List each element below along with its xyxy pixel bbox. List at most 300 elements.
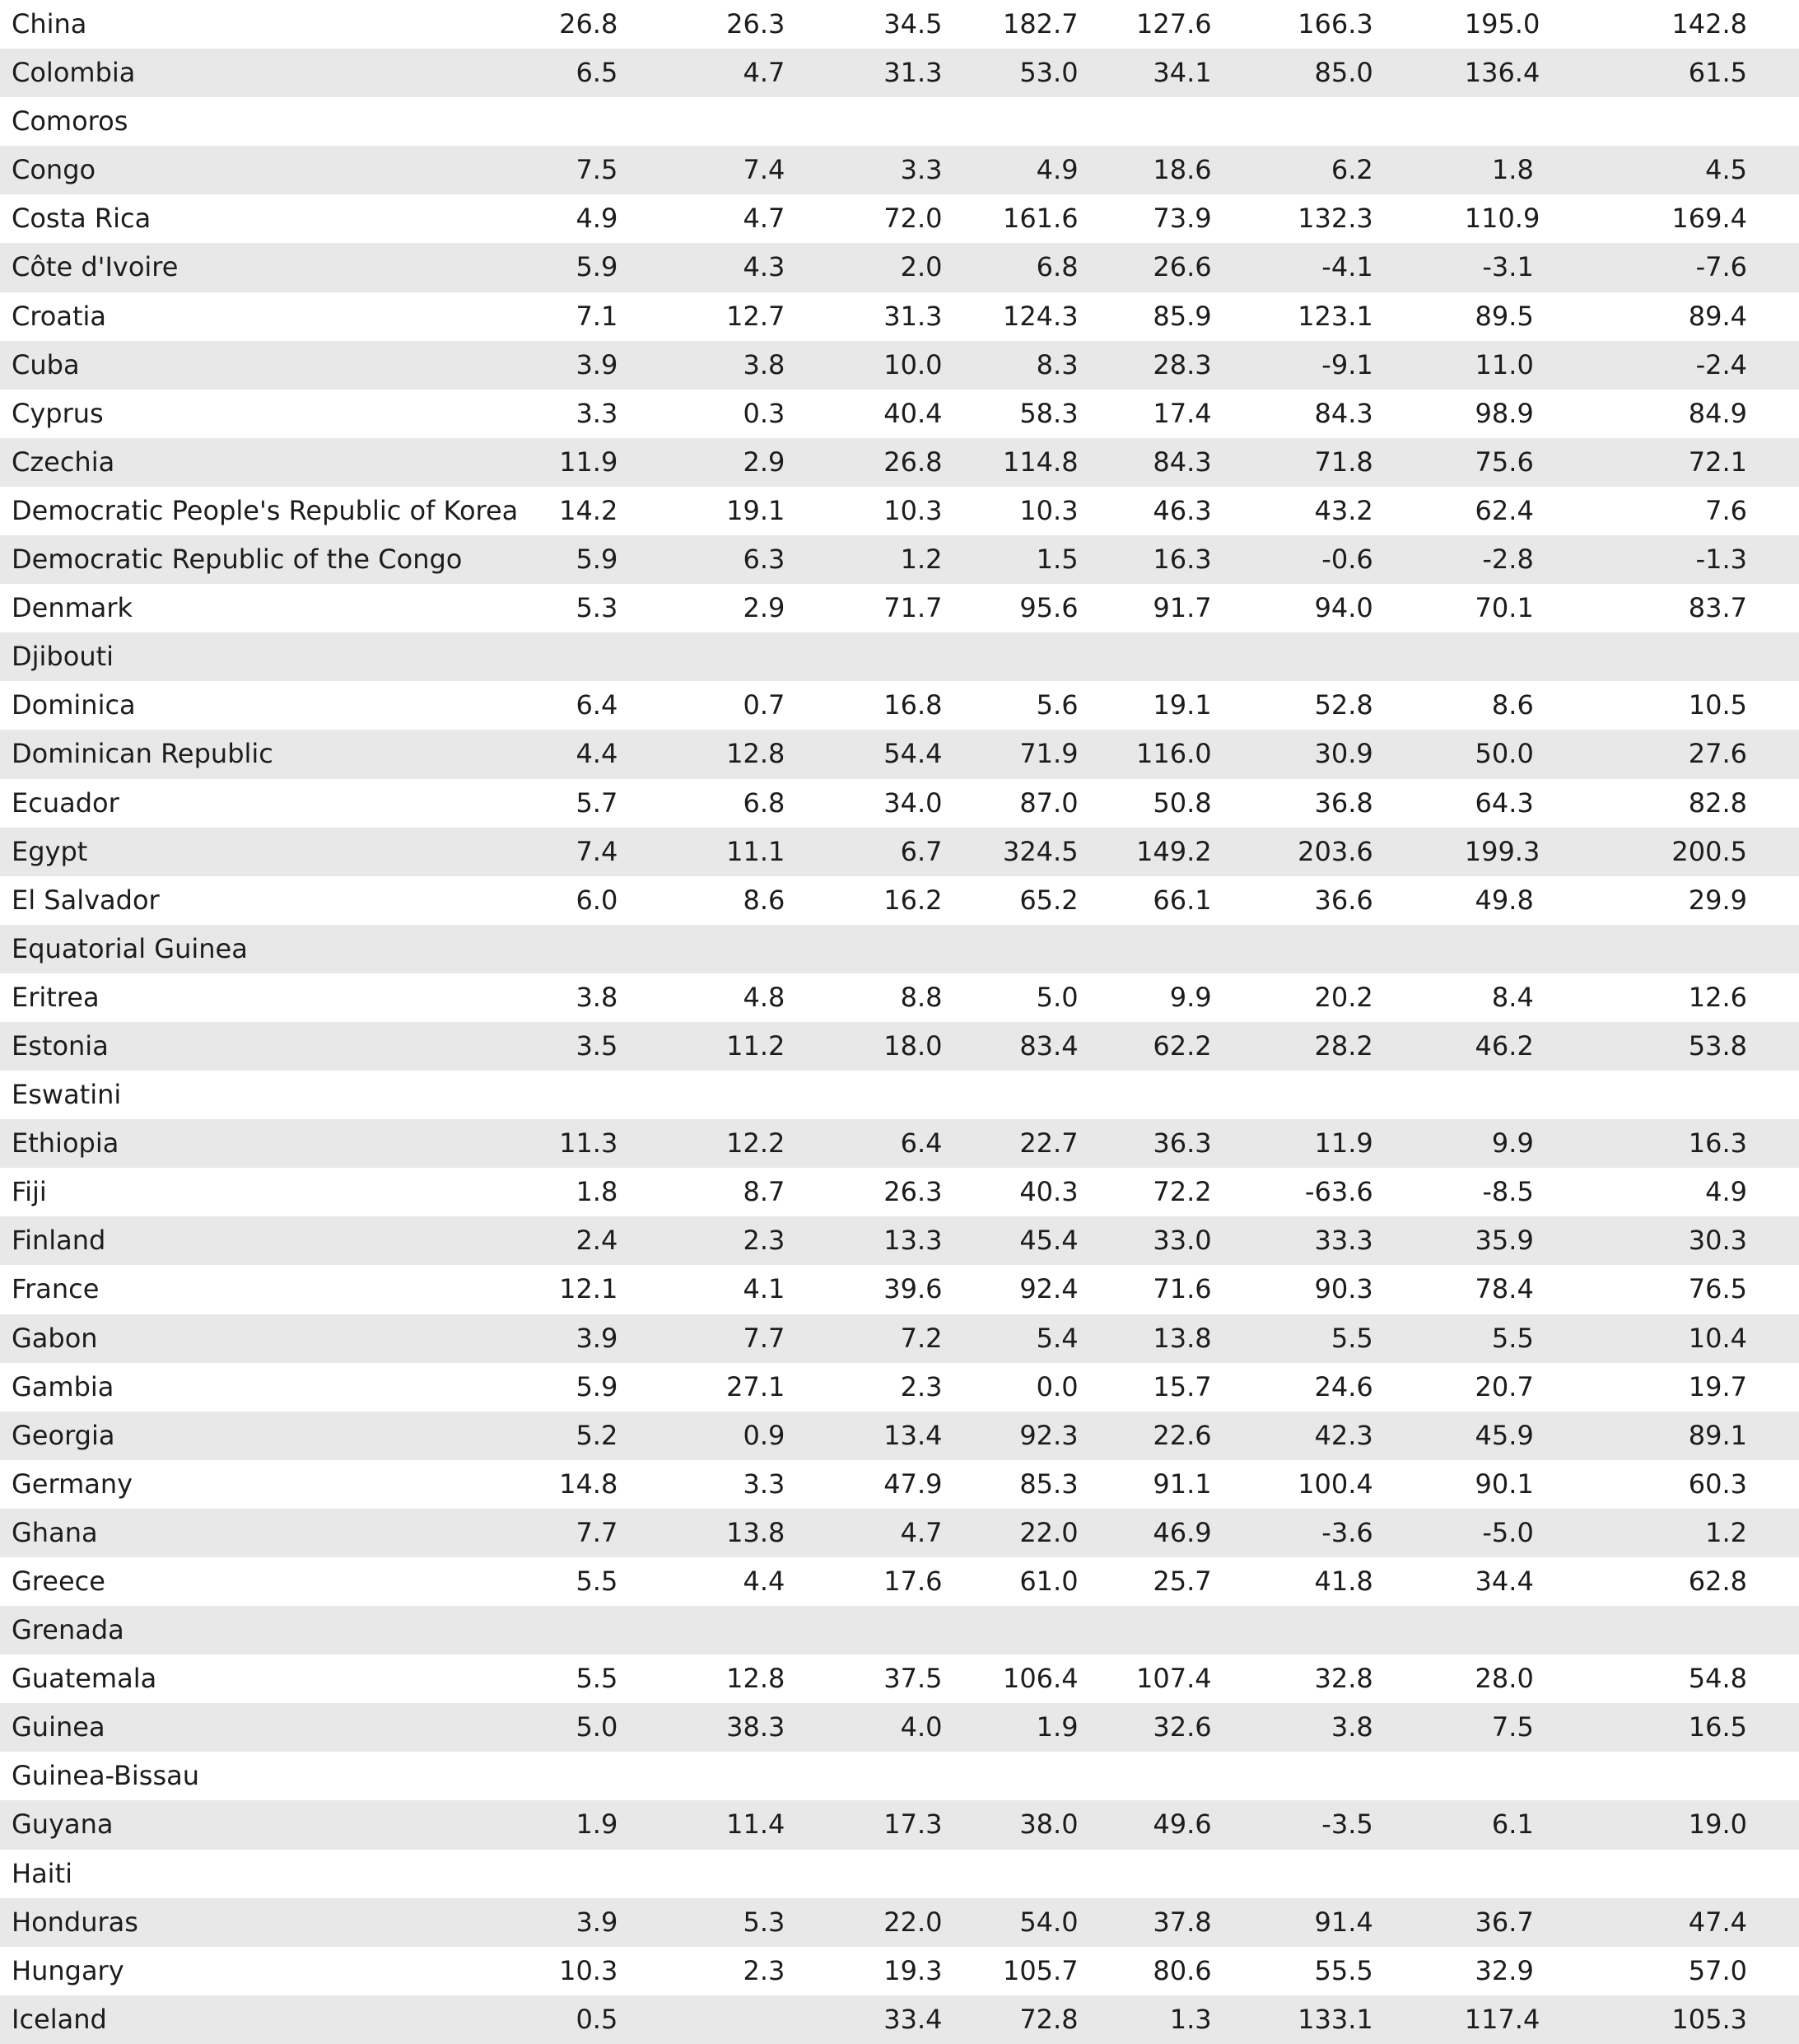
value-cell-col-4: 6.8 — [1036, 251, 1079, 283]
value-cell-col-4 — [962, 1752, 1130, 1800]
table-row — [0, 194, 1799, 243]
value-cell-col-1 — [461, 97, 628, 146]
value-cell-col-4: 95.6 — [1019, 592, 1079, 624]
value-cell-col-7: -2.8 — [1482, 544, 1534, 576]
value-cell-col-3: 6.4 — [900, 1127, 943, 1160]
value-cell-col-4: 65.2 — [1019, 884, 1079, 916]
country-name-cell: Grenada — [12, 1614, 124, 1646]
value-cell-col-6: -3.6 — [1321, 1516, 1373, 1548]
value-cell-col-3: 54.4 — [883, 738, 943, 770]
value-cell-col-5: 127.6 — [1136, 8, 1212, 40]
value-cell-col-6: 203.6 — [1298, 835, 1373, 867]
value-cell-col-3: 17.3 — [883, 1808, 943, 1841]
value-cell-col-6: -4.1 — [1321, 251, 1373, 283]
value-cell-col-8: 62.8 — [1688, 1566, 1747, 1597]
value-cell-col-7 — [1465, 97, 1632, 146]
value-cell-col-3: 10.3 — [883, 494, 943, 526]
value-cell-col-2: 26.3 — [726, 8, 785, 40]
value-cell-col-5: 18.6 — [1153, 154, 1212, 186]
value-cell-col-1: 1.9 — [576, 1808, 618, 1841]
value-cell-col-2 — [628, 925, 795, 973]
value-cell-col-3 — [795, 1071, 962, 1119]
value-cell-col-2: 11.2 — [726, 1029, 785, 1062]
value-cell-col-3 — [795, 1752, 962, 1800]
value-cell-col-8: 19.7 — [1688, 1370, 1747, 1402]
value-cell-col-4 — [962, 925, 1130, 973]
table-row — [0, 1216, 1799, 1265]
value-cell-col-6: 166.3 — [1298, 8, 1373, 40]
table-row — [0, 1509, 1799, 1557]
value-cell-col-6: 30.9 — [1314, 738, 1373, 770]
value-cell-col-4: 161.6 — [1002, 203, 1079, 235]
value-cell-col-6: -3.5 — [1321, 1808, 1373, 1841]
country-name-cell: Egypt — [12, 835, 88, 867]
value-cell-col-7: -3.1 — [1482, 251, 1534, 283]
value-cell-col-4 — [962, 1606, 1130, 1654]
country-name-cell: Eswatini — [12, 1079, 122, 1111]
value-cell-col-3: 18.0 — [883, 1029, 943, 1062]
value-cell-col-3: 22.0 — [883, 1906, 943, 1938]
value-cell-col-5: 36.3 — [1153, 1127, 1212, 1160]
value-cell-col-1: 11.9 — [559, 446, 618, 478]
value-cell-col-4: 61.0 — [1019, 1566, 1079, 1597]
value-cell-col-8: -1.3 — [1695, 544, 1747, 576]
country-name-cell: Greece — [12, 1566, 105, 1597]
value-cell-col-7: 5.5 — [1491, 1322, 1534, 1354]
value-cell-col-6: 28.2 — [1314, 1029, 1373, 1062]
value-cell-col-8: 10.5 — [1688, 689, 1747, 721]
value-cell-col-8: 60.3 — [1688, 1468, 1747, 1500]
value-cell-col-7: 199.3 — [1464, 835, 1540, 867]
value-cell-col-3: 71.7 — [883, 592, 943, 624]
value-cell-col-6: 133.1 — [1298, 2003, 1373, 2035]
value-cell-col-6 — [1298, 1850, 1465, 1898]
table-row — [0, 1314, 1799, 1363]
value-cell-col-1: 5.5 — [576, 1566, 618, 1597]
value-cell-col-8: 61.5 — [1688, 57, 1747, 89]
country-name-cell: Haiti — [12, 1857, 72, 1889]
value-cell-col-2: 4.7 — [743, 57, 785, 89]
value-cell-col-6: 71.8 — [1314, 446, 1373, 478]
value-cell-col-2: 6.3 — [743, 544, 785, 576]
country-name-cell: Dominican Republic — [12, 738, 273, 770]
value-cell-col-4: 10.3 — [1019, 494, 1079, 526]
value-cell-col-7: 195.0 — [1464, 8, 1540, 40]
value-cell-col-6 — [1298, 97, 1465, 146]
value-cell-col-6: 91.4 — [1314, 1906, 1373, 1938]
value-cell-col-6: 85.0 — [1314, 57, 1373, 89]
value-cell-col-3: 40.4 — [883, 397, 943, 429]
value-cell-col-4: 106.4 — [1002, 1663, 1079, 1695]
value-cell-col-8: 53.8 — [1688, 1029, 1747, 1062]
value-cell-col-1: 7.5 — [576, 154, 618, 186]
country-name-cell: Germany — [12, 1468, 133, 1500]
value-cell-col-7: 7.5 — [1491, 1711, 1534, 1743]
value-cell-col-7 — [1465, 1752, 1632, 1800]
table-row — [0, 584, 1799, 632]
value-cell-col-7: 9.9 — [1491, 1127, 1534, 1160]
value-cell-col-1: 5.5 — [576, 1663, 618, 1695]
value-cell-col-3: 4.0 — [900, 1711, 943, 1743]
country-name-cell: China — [12, 8, 87, 40]
value-cell-col-8: 16.3 — [1688, 1127, 1747, 1160]
country-name-cell: Denmark — [12, 592, 133, 624]
value-cell-col-8: 57.0 — [1688, 1954, 1747, 1986]
value-cell-col-2: 3.8 — [743, 348, 785, 380]
value-cell-col-1: 7.1 — [576, 300, 618, 332]
value-cell-col-7 — [1465, 632, 1632, 681]
value-cell-col-8 — [1632, 97, 1799, 146]
value-cell-col-1: 3.5 — [576, 1029, 618, 1062]
value-cell-col-1: 3.9 — [576, 348, 618, 380]
country-name-cell: Czechia — [12, 446, 115, 478]
value-cell-col-2: 3.3 — [743, 1468, 785, 1500]
value-cell-col-1: 5.9 — [576, 251, 618, 283]
value-cell-col-2: 12.7 — [726, 300, 785, 332]
value-cell-col-6 — [1298, 632, 1465, 681]
value-cell-col-1: 2.4 — [576, 1225, 618, 1257]
value-cell-col-1: 3.9 — [576, 1322, 618, 1354]
value-cell-col-5: 15.7 — [1153, 1370, 1212, 1402]
value-cell-col-6: 55.5 — [1314, 1954, 1373, 1986]
table-row — [0, 1947, 1799, 1995]
value-cell-col-5: 17.4 — [1153, 397, 1212, 429]
value-cell-col-7: 35.9 — [1475, 1225, 1534, 1257]
value-cell-col-1: 5.0 — [576, 1711, 618, 1743]
value-cell-col-5: 49.6 — [1153, 1808, 1212, 1841]
value-cell-col-1: 4.4 — [576, 738, 618, 770]
country-name-cell: Dominica — [12, 689, 136, 721]
value-cell-col-8: 89.4 — [1688, 300, 1747, 332]
value-cell-col-1: 26.8 — [559, 8, 618, 40]
table-row — [0, 1460, 1799, 1509]
value-cell-col-2: 12.2 — [726, 1127, 785, 1160]
value-cell-col-5: 85.9 — [1153, 300, 1212, 332]
value-cell-col-4: 71.9 — [1019, 738, 1079, 770]
value-cell-col-2: 12.8 — [726, 1663, 785, 1695]
value-cell-col-1 — [461, 1606, 628, 1654]
value-cell-col-4: 58.3 — [1019, 397, 1079, 429]
value-cell-col-6: 43.2 — [1314, 494, 1373, 526]
value-cell-col-7: 46.2 — [1475, 1029, 1534, 1062]
value-cell-col-8 — [1632, 1606, 1799, 1654]
table-row — [0, 243, 1799, 292]
value-cell-col-4: 4.9 — [1036, 154, 1079, 186]
value-cell-col-2: 8.7 — [743, 1176, 785, 1208]
table-row — [0, 292, 1799, 341]
value-cell-col-3: 7.2 — [900, 1322, 943, 1354]
value-cell-col-8: 30.3 — [1688, 1225, 1747, 1257]
value-cell-col-5: 50.8 — [1153, 786, 1212, 819]
value-cell-col-6 — [1298, 1606, 1465, 1654]
table-row — [0, 1898, 1799, 1947]
country-name-cell: Congo — [12, 154, 96, 186]
table-row — [0, 1703, 1799, 1752]
value-cell-col-1: 12.1 — [559, 1273, 618, 1305]
value-cell-col-2: 8.6 — [743, 884, 785, 916]
value-cell-col-8: -7.6 — [1695, 251, 1747, 283]
table-row — [0, 49, 1799, 97]
country-name-cell: Gabon — [12, 1322, 98, 1354]
value-cell-col-3: 10.0 — [883, 348, 943, 380]
value-cell-col-1: 4.9 — [576, 203, 618, 235]
table-row — [0, 390, 1799, 438]
table-row — [0, 681, 1799, 730]
country-name-cell: Croatia — [12, 300, 107, 332]
value-cell-col-1: 14.8 — [559, 1468, 618, 1500]
table-row — [0, 1265, 1799, 1314]
value-cell-col-3: 19.3 — [883, 1954, 943, 1986]
value-cell-col-7 — [1465, 925, 1632, 973]
table-row — [0, 0, 1799, 49]
value-cell-col-7: 32.9 — [1475, 1954, 1534, 1986]
country-name-cell: Gambia — [12, 1370, 114, 1402]
value-cell-col-3: 3.3 — [900, 154, 943, 186]
value-cell-col-8 — [1632, 925, 1799, 973]
value-cell-col-6: -63.6 — [1304, 1176, 1373, 1208]
country-name-cell: Guinea-Bissau — [12, 1760, 200, 1792]
value-cell-col-6: 33.3 — [1314, 1225, 1373, 1257]
country-name-cell: Guatemala — [12, 1663, 157, 1695]
value-cell-col-3: 1.2 — [900, 544, 943, 576]
value-cell-col-1: 6.5 — [576, 57, 618, 89]
value-cell-col-5 — [1130, 1606, 1298, 1654]
value-cell-col-6: 123.1 — [1298, 300, 1373, 332]
value-cell-col-5: 91.7 — [1153, 592, 1212, 624]
value-cell-col-3: 34.5 — [883, 8, 943, 40]
value-cell-col-3: 6.7 — [900, 835, 943, 867]
value-cell-col-4 — [962, 1071, 1130, 1119]
value-cell-col-7: 45.9 — [1475, 1419, 1534, 1451]
value-cell-col-4: 22.7 — [1019, 1127, 1079, 1160]
value-cell-col-4: 182.7 — [1002, 8, 1079, 40]
value-cell-col-8: 29.9 — [1688, 884, 1747, 916]
value-cell-col-6: 11.9 — [1314, 1127, 1373, 1160]
value-cell-col-2 — [628, 1752, 795, 1800]
value-cell-col-2: 4.7 — [743, 203, 785, 235]
value-cell-col-8: 54.8 — [1688, 1663, 1747, 1695]
value-cell-col-8 — [1632, 1850, 1799, 1898]
value-cell-col-5: 149.2 — [1136, 835, 1212, 867]
value-cell-col-8: 82.8 — [1688, 786, 1747, 819]
value-cell-col-7: 89.5 — [1475, 300, 1534, 332]
value-cell-col-1 — [461, 1071, 628, 1119]
value-cell-col-2 — [628, 1071, 795, 1119]
value-cell-col-2: 4.8 — [743, 981, 785, 1013]
table-row — [0, 1412, 1799, 1460]
value-cell-col-3: 47.9 — [883, 1468, 943, 1500]
country-name-cell: Cyprus — [12, 397, 104, 429]
table-row — [0, 1363, 1799, 1412]
value-cell-col-2: 11.1 — [726, 835, 785, 867]
country-name-cell: Democratic Republic of the Congo — [12, 544, 463, 576]
value-cell-col-1: 7.4 — [576, 835, 618, 867]
value-cell-col-7 — [1465, 1071, 1632, 1119]
value-cell-col-4: 8.3 — [1036, 348, 1079, 380]
value-cell-col-8: 1.2 — [1705, 1516, 1747, 1548]
value-cell-col-3 — [795, 632, 962, 681]
country-name-cell: Fiji — [12, 1176, 47, 1208]
value-cell-col-7: 20.7 — [1475, 1370, 1534, 1402]
value-cell-col-4 — [962, 97, 1130, 146]
country-name-cell: Costa Rica — [12, 203, 151, 235]
value-cell-col-5: 37.8 — [1153, 1906, 1212, 1938]
value-cell-col-3: 26.3 — [883, 1176, 943, 1208]
value-cell-col-5 — [1130, 632, 1298, 681]
value-cell-col-5 — [1130, 97, 1298, 146]
value-cell-col-2: 19.1 — [726, 494, 785, 526]
country-name-cell: Iceland — [12, 2003, 107, 2035]
table-row — [0, 1168, 1799, 1216]
value-cell-col-3: 13.3 — [883, 1225, 943, 1257]
country-name-cell: Ecuador — [12, 786, 119, 819]
value-cell-col-7: 117.4 — [1464, 2003, 1540, 2035]
value-cell-col-5: 9.9 — [1169, 981, 1212, 1013]
value-cell-col-1 — [461, 925, 628, 973]
value-cell-col-6: 36.6 — [1314, 884, 1373, 916]
value-cell-col-8: 12.6 — [1688, 981, 1747, 1013]
value-cell-col-5: 80.6 — [1153, 1954, 1212, 1986]
value-cell-col-3 — [795, 1850, 962, 1898]
value-cell-col-5: 13.8 — [1153, 1322, 1212, 1354]
value-cell-col-5: 32.6 — [1153, 1711, 1212, 1743]
value-cell-col-5: 26.6 — [1153, 251, 1212, 283]
value-cell-col-5: 62.2 — [1153, 1029, 1212, 1062]
value-cell-col-8: 10.4 — [1688, 1322, 1747, 1354]
country-name-cell: Honduras — [12, 1906, 138, 1938]
value-cell-col-3: 4.7 — [900, 1516, 943, 1548]
value-cell-col-7: 34.4 — [1475, 1566, 1534, 1597]
value-cell-col-7: 78.4 — [1475, 1273, 1534, 1305]
value-cell-col-7: 8.6 — [1491, 689, 1534, 721]
value-cell-col-1: 5.9 — [576, 1370, 618, 1402]
value-cell-col-3: 31.3 — [883, 300, 943, 332]
value-cell-col-6: 32.8 — [1314, 1663, 1373, 1695]
table-row — [0, 1119, 1799, 1168]
value-cell-col-5: 46.3 — [1153, 494, 1212, 526]
value-cell-col-7: 70.1 — [1475, 592, 1534, 624]
value-cell-col-7: 8.4 — [1491, 981, 1534, 1013]
value-cell-col-3 — [795, 1606, 962, 1654]
value-cell-col-3: 31.3 — [883, 57, 943, 89]
table-row — [0, 341, 1799, 390]
value-cell-col-5: 33.0 — [1153, 1225, 1212, 1257]
value-cell-col-1: 11.3 — [559, 1127, 618, 1160]
value-cell-col-8: 72.1 — [1688, 446, 1747, 478]
value-cell-col-2: 7.7 — [743, 1322, 785, 1354]
value-cell-col-7: 11.0 — [1475, 348, 1534, 380]
value-cell-col-4: 124.3 — [1002, 300, 1079, 332]
value-cell-col-3: 33.4 — [883, 2003, 943, 2035]
value-cell-col-8: -2.4 — [1695, 348, 1747, 380]
value-cell-col-4: 105.7 — [1002, 1954, 1079, 1986]
value-cell-col-8: 4.9 — [1705, 1176, 1747, 1208]
value-cell-col-1 — [461, 632, 628, 681]
value-cell-col-8: 27.6 — [1688, 738, 1747, 770]
value-cell-col-7: 1.8 — [1491, 154, 1534, 186]
table-row — [0, 876, 1799, 925]
value-cell-col-4: 92.4 — [1019, 1273, 1079, 1305]
value-cell-col-6: 24.6 — [1314, 1370, 1373, 1402]
country-name-cell: Finland — [12, 1225, 106, 1257]
value-cell-col-3 — [795, 925, 962, 973]
value-cell-col-5: 22.6 — [1153, 1419, 1212, 1451]
value-cell-col-7: 136.4 — [1464, 57, 1540, 89]
table-row — [0, 97, 1799, 146]
value-cell-col-4: 0.0 — [1036, 1370, 1079, 1402]
value-cell-col-5: 84.3 — [1153, 446, 1212, 478]
value-cell-col-7: 98.9 — [1475, 397, 1534, 429]
country-name-cell: Comoros — [12, 105, 128, 138]
value-cell-col-5: 46.9 — [1153, 1516, 1212, 1548]
value-cell-col-4: 54.0 — [1019, 1906, 1079, 1938]
value-cell-col-7: -8.5 — [1482, 1176, 1534, 1208]
value-cell-col-2 — [628, 97, 795, 146]
value-cell-col-6: 84.3 — [1314, 397, 1373, 429]
value-cell-col-6: 41.8 — [1314, 1566, 1373, 1597]
value-cell-col-5: 19.1 — [1153, 689, 1212, 721]
value-cell-col-4: 72.8 — [1019, 2003, 1079, 2035]
value-cell-col-6: 36.8 — [1314, 786, 1373, 819]
value-cell-col-5: 1.3 — [1169, 2003, 1212, 2035]
value-cell-col-5: 16.3 — [1153, 544, 1212, 576]
value-cell-col-5 — [1130, 1850, 1298, 1898]
value-cell-col-8: 84.9 — [1688, 397, 1747, 429]
value-cell-col-1 — [461, 1752, 628, 1800]
value-cell-col-5: 107.4 — [1136, 1663, 1212, 1695]
value-cell-col-4: 5.4 — [1036, 1322, 1079, 1354]
value-cell-col-4: 87.0 — [1019, 786, 1079, 819]
value-cell-col-3: 17.6 — [883, 1566, 943, 1597]
value-cell-col-3: 13.4 — [883, 1419, 943, 1451]
value-cell-col-6: 3.8 — [1331, 1711, 1373, 1743]
value-cell-col-8: 142.8 — [1671, 8, 1747, 40]
value-cell-col-5: 73.9 — [1153, 203, 1212, 235]
table-row — [0, 1557, 1799, 1606]
value-cell-col-2 — [628, 1850, 795, 1898]
value-cell-col-8: 169.4 — [1671, 203, 1747, 235]
value-cell-col-1: 0.5 — [576, 2003, 618, 2035]
value-cell-col-6: 94.0 — [1314, 592, 1373, 624]
value-cell-col-2: 2.9 — [743, 446, 785, 478]
country-name-cell: France — [12, 1273, 100, 1305]
country-name-cell: El Salvador — [12, 884, 160, 916]
country-name-cell: Djibouti — [12, 641, 114, 673]
value-cell-col-6: 6.2 — [1331, 154, 1373, 186]
value-cell-col-5: 25.7 — [1153, 1566, 1212, 1597]
table-row — [0, 438, 1799, 487]
table-row — [0, 535, 1799, 584]
value-cell-col-8: 105.3 — [1671, 2003, 1747, 2035]
value-cell-col-5: 72.2 — [1153, 1176, 1212, 1208]
table-row — [0, 925, 1799, 973]
value-cell-col-4 — [962, 1850, 1130, 1898]
value-cell-col-5: 116.0 — [1136, 738, 1212, 770]
table-row — [0, 779, 1799, 828]
value-cell-col-3: 72.0 — [883, 203, 943, 235]
value-cell-col-1: 7.7 — [576, 1516, 618, 1548]
value-cell-col-5: 71.6 — [1153, 1273, 1212, 1305]
table-row — [0, 1606, 1799, 1654]
value-cell-col-4: 40.3 — [1019, 1176, 1079, 1208]
value-cell-col-1 — [461, 1850, 628, 1898]
table-row — [0, 1752, 1799, 1800]
value-cell-col-1: 10.3 — [559, 1954, 618, 1986]
country-name-cell: Estonia — [12, 1029, 109, 1062]
country-name-cell: Cuba — [12, 348, 80, 380]
value-cell-col-1: 5.2 — [576, 1419, 618, 1451]
value-cell-col-5 — [1130, 1752, 1298, 1800]
